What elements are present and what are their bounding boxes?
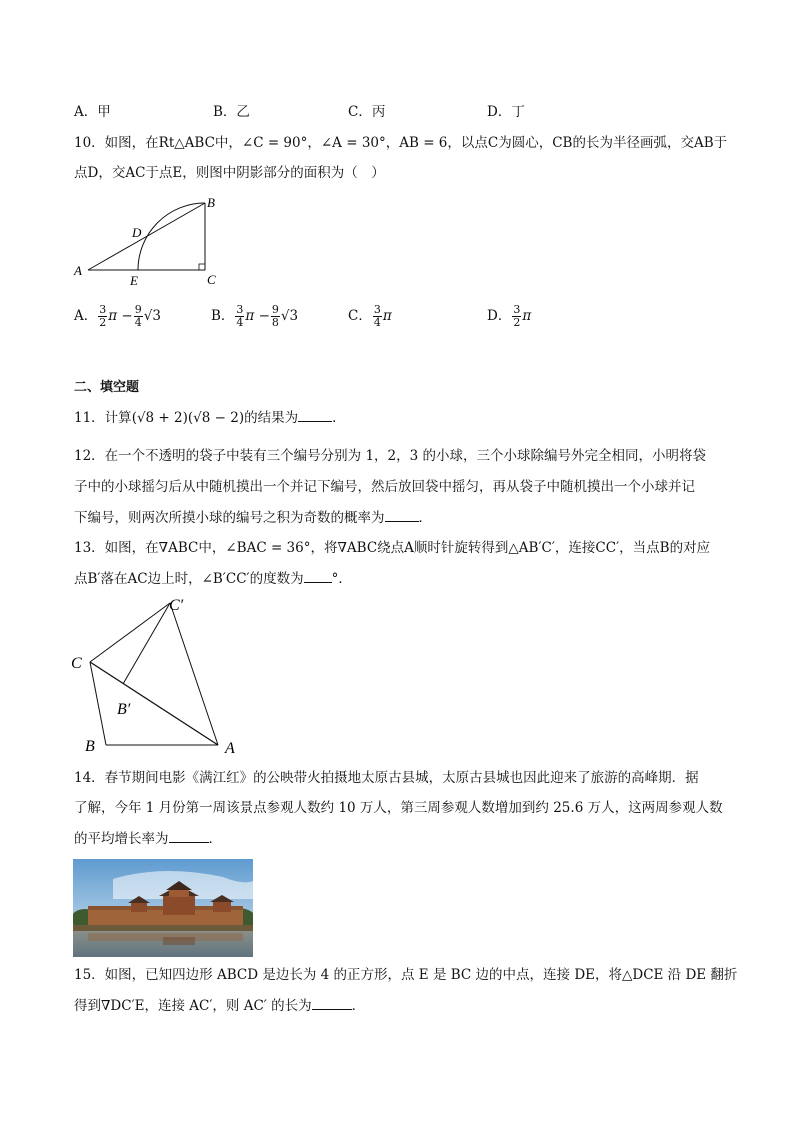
q12-stem-line3: 下编号，则两次所摸小球的编号之积为奇数的概率为 ．	[74, 510, 432, 526]
q10-figure	[70, 194, 230, 290]
q10-option-b: B． $\frac{3}{4}$ π − $\frac{9}{8}$ √3	[211, 303, 299, 329]
q10-option-a: A． $\frac{3}{2}$ π − $\frac{9}{4}$ √3	[74, 303, 161, 329]
q10-stem-line2: 点D，交AC于点E，则图中阴影部分的面积为（ ）	[74, 165, 385, 181]
q13-stem-line1: 13．如图，在∇ABC中，∠BAC = 36°，将∇ABC绕点A顺时针旋转得到△AB′C′，连接CC′，当点B的对应	[74, 540, 711, 556]
q9-option-b: B．乙	[213, 104, 250, 120]
q12-stem-line1: 12．在一个不透明的袋子中装有三个编号分别为 1，2，3 的小球，三个小球除编号外完全相同，小明将袋	[74, 448, 707, 464]
q13-label-c-prime: C′	[169, 597, 184, 614]
q10-label-b: B	[207, 195, 215, 210]
q10-stem-line1: 10．如图，在Rt△ABC中，∠C = 90°，∠A = 30°，AB = 6，以点C为圆心，CB的长为半径画弧，交AB于	[74, 135, 728, 151]
q9-option-d: D．丁	[487, 104, 525, 120]
q9-option-a: A．甲	[74, 104, 111, 120]
q9-option-c: C．丙	[348, 104, 386, 120]
q13-answer-blank[interactable]	[304, 570, 332, 583]
q13-label-c: C	[71, 655, 82, 672]
q14-stem-line2: 了解，今年 1 月份第一周该景点参观人数约 10 万人，第三周参观人数增加到约 25.6 万人，这两周参观人数	[74, 800, 723, 816]
q13-stem-line2: 点B′落在AC边上时，∠B′CC′的度数为 °．	[74, 571, 352, 587]
q12-stem-line2: 子中的小球摇匀后从中随机摸出一个并记下编号，然后放回袋中摇匀，再从袋子中随机摸出一个小球并记	[74, 479, 695, 495]
q10-option-d: D． $\frac{3}{2}$ π	[487, 303, 532, 329]
q10-label-a: A	[74, 263, 82, 278]
q10-label-d: D	[132, 225, 142, 240]
q15-stem-line2: 得到∇DC′E，连接 AC′，则 AC′ 的长为 ．	[74, 998, 366, 1014]
q10-label-e: E	[130, 273, 138, 288]
q10-option-c: C． $\frac{3}{4}$ π	[348, 303, 392, 329]
q13-figure	[66, 594, 252, 764]
q14-stem-line3: 的平均增长率为 ．	[74, 831, 222, 847]
section-heading-fill-in: 二、填空题	[74, 380, 140, 395]
q13-label-a: A	[225, 740, 235, 757]
q13-label-b: B	[85, 738, 95, 755]
q15-answer-blank[interactable]	[312, 997, 352, 1010]
q12-answer-blank[interactable]	[385, 509, 419, 522]
q11-answer-blank[interactable]	[298, 409, 332, 422]
city-wall-photo	[73, 859, 253, 957]
q15-stem-line1: 15．如图，已知四边形 ABCD 是边长为 4 的正方形，点 E 是 BC 边的中点，连接 DE，将△DCE 沿 DE 翻折	[74, 967, 738, 983]
q11-stem: 11．计算(√8 + 2)(√8 − 2)的结果为 ．	[74, 410, 346, 426]
q10-label-c: C	[207, 272, 216, 287]
q14-answer-blank[interactable]	[169, 830, 209, 843]
q13-label-b-prime: B′	[117, 701, 131, 718]
q14-stem-line1: 14．春节期间电影《满江红》的公映带火拍摄地太原古县城，太原古县城也因此迎来了旅游的高峰期．据	[74, 770, 699, 786]
